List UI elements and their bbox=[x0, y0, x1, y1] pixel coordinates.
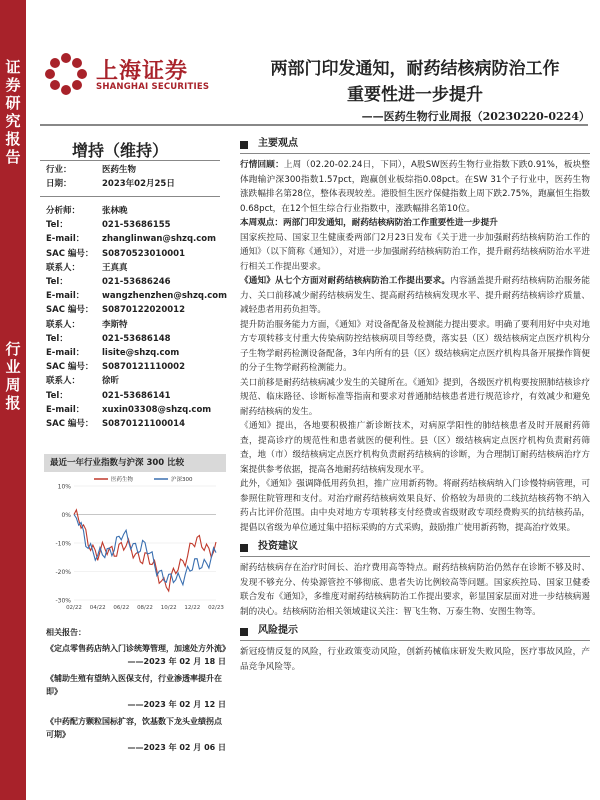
info-row bbox=[46, 164, 175, 178]
title-line-1: 两部门印发通知，耐药结核病防治工作 bbox=[270, 59, 560, 79]
related-date: ——2023 年 02 月 18 日 bbox=[127, 657, 226, 666]
rating: 增持（维持） bbox=[72, 141, 169, 160]
analyst-key: E-mail： bbox=[46, 291, 85, 302]
analyst-value[interactable]: lisite@shzq.com bbox=[102, 348, 180, 359]
analyst-key: E-mail： bbox=[46, 234, 85, 245]
analyst-row bbox=[46, 389, 227, 403]
title-divider bbox=[40, 124, 588, 126]
related-title: 《中药配方颗粒国标扩容，饮基数下龙头业绩拐点可期》 bbox=[46, 717, 222, 739]
paragraph-diagnosis: 《通知》提出，各地要积极推广新诊断技术，对病原学阳性的肺结核患者及时开展耐药筛查，提高诊疗的规范性和患者就医的便利性。县（区）级结核病定点医疗机构负责耐药筛查，地（市）级结核病定点医疗机构负责耐药结核病的诊断，为合理制订耐药结核病治疗方案提供参考依据，提高各地耐药结核病发现水平。 bbox=[240, 421, 590, 475]
analyst-value: 李斯特 bbox=[102, 319, 128, 330]
analyst-key: E-mail： bbox=[46, 348, 85, 359]
logo-mark-icon bbox=[42, 50, 90, 98]
analyst-key: 联系人： bbox=[46, 262, 81, 273]
para-text: 内容涵盖提升耐药结核病防治服务能力、关口前移减少耐药结核病发生、提高耐药结核病发现水平、提升耐药结核病诊疗质量、减轻患者用药负担等。 bbox=[240, 276, 590, 315]
related-date: ——2023 年 02 月 12 日 bbox=[127, 700, 226, 709]
analyst-row bbox=[46, 360, 227, 374]
sidebar-char: 证 bbox=[5, 58, 21, 76]
analyst-value: 张林晚 bbox=[102, 206, 128, 216]
analyst-key: Tel： bbox=[46, 333, 68, 344]
y-tick-label: -30% bbox=[55, 597, 71, 605]
paragraph-risk: 新冠疫情反复的风险，行业政策变动风险，创新药械临床研发失败风险，医疗事故风险，产品竞争风险等。 bbox=[240, 647, 590, 672]
analyst-key: Tel： bbox=[46, 220, 68, 231]
analyst-value: S0870121110002 bbox=[102, 362, 186, 373]
x-tick-label: 08/22 bbox=[137, 605, 153, 611]
company-logo bbox=[42, 50, 232, 100]
paragraph-review bbox=[240, 158, 590, 216]
chart-svg bbox=[44, 472, 226, 622]
x-tick-label: 02/22 bbox=[66, 605, 82, 611]
sidebar-char: 究 bbox=[5, 112, 21, 130]
paragraph-capability: 提升防治服务能力方面，《通知》对设备配备及检测能力提出要求。明确了要利用好中央对地方专项转移支付重大传染病防控结核病项目等经费，落实县（区）级结核病定点医疗机构分子生物学耐药检测设备配备，3年内所有的县（区）级结核病定点医疗机构具备开展操作简便的分子生物学耐药检测能力。 bbox=[240, 319, 590, 373]
analyst-value: 021-53686246 bbox=[102, 277, 171, 288]
related-title: 《辅助生殖有望纳入医保支付，行业渗透率提升在即》 bbox=[46, 674, 222, 696]
section-header-main bbox=[240, 136, 590, 154]
sidebar-char: 行 bbox=[5, 340, 21, 358]
analyst-row bbox=[46, 417, 227, 431]
analyst-row bbox=[46, 303, 227, 317]
square-bullet-icon bbox=[240, 141, 248, 149]
sidebar-char: 券 bbox=[5, 76, 21, 94]
sidebar-top-label bbox=[3, 58, 23, 166]
related-item[interactable] bbox=[46, 715, 226, 754]
analyst-row bbox=[46, 275, 227, 289]
analyst-key: 联系人： bbox=[46, 376, 81, 387]
analyst-row bbox=[46, 247, 227, 261]
related-item[interactable] bbox=[46, 642, 230, 668]
section-header-invest bbox=[240, 539, 590, 557]
legend-label: 医药生物 bbox=[111, 477, 134, 483]
analyst-row bbox=[46, 332, 227, 346]
analyst-value: 021-53686155 bbox=[102, 220, 171, 231]
x-tick-label: 02/23 bbox=[208, 605, 224, 611]
paragraph-drugs: 此外，《通知》强调降低用药负担，推广应用新药物。将耐药结核病纳入门诊慢特病管理，可参照住院管理和支付。对治疗耐药结核病效果良好、价格较为昂贵的二线抗结核药物不纳入药占比评价范围。由中央对地方专项转移支付经费或省级财政专项经费购买的抗结核药品，提倡以省级为单位通过集中招标采购的方式采购，鼓励推广使用新药物，提高治疗效果。 bbox=[240, 479, 590, 533]
analyst-value: S0870122020012 bbox=[102, 305, 186, 316]
analyst-value[interactable]: xuxin03308@shzq.com bbox=[102, 404, 212, 415]
analyst-key: Tel： bbox=[46, 277, 68, 288]
chart-title: 最近一年行业指数与沪深 300 比较 bbox=[44, 454, 226, 472]
analyst-key: 分析师： bbox=[46, 206, 81, 216]
para-lead: 《通知》从七个方面对耐药结核病防治工作提出要求。 bbox=[240, 276, 451, 286]
rating-divider bbox=[40, 160, 220, 161]
analyst-value: 021-53686148 bbox=[102, 333, 171, 344]
info-row bbox=[46, 178, 175, 192]
report-info bbox=[46, 164, 175, 191]
section-title: 主要观点 bbox=[258, 138, 298, 150]
analyst-row bbox=[46, 261, 227, 275]
related-reports bbox=[46, 626, 230, 758]
analyst-contacts bbox=[46, 204, 227, 431]
analyst-value: 徐昕 bbox=[102, 376, 120, 387]
analyst-value: S0870523010001 bbox=[102, 248, 186, 259]
analyst-key: SAC 编号： bbox=[46, 419, 94, 430]
analyst-value: 021-53686141 bbox=[102, 390, 171, 401]
report-subtitle: ——医药生物行业周报（20230220-0224） bbox=[361, 110, 590, 123]
analyst-row bbox=[46, 346, 227, 360]
paragraph-invest: 耐药结核病存在治疗时间长、治疗费用高等特点。耐药结核病防治仍然存在诊断不够及时、发现不够充分、传染源管控不够彻底、患者失访比例较高等问题。国家疾控局、国家卫健委联合发布《通知》，多维度对耐药结核病防治工作提出要求，彰显国家层面对进一步结核病遏制的决心。结核病防治相关领域建议关注：智飞生物、万泰生物、安图生物等。 bbox=[240, 563, 590, 617]
logo-text-cn: 上海证券 bbox=[96, 59, 189, 84]
analyst-row bbox=[46, 403, 227, 417]
section-title: 投资建议 bbox=[258, 541, 298, 553]
sidebar-char: 报 bbox=[5, 130, 21, 148]
square-bullet-icon bbox=[240, 628, 248, 636]
x-tick-label: 10/22 bbox=[160, 605, 177, 611]
analyst-value: 王真真 bbox=[102, 262, 128, 273]
info-key: 行业： bbox=[46, 165, 72, 175]
analyst-row bbox=[46, 204, 227, 218]
y-tick-label: -10% bbox=[55, 540, 71, 548]
para-text: 上周（02.20-02.24日，下同），A股SW医药生物行业指数下跌0.91%，板块整体跑输沪深300指数1.57pct，跑赢创业板综指0.08pct。在SW 31个子行业中，医药生物涨跌幅排名第28位，整体表现较差。港股恒生医疗保健指数上周下跌2.75%，跑赢恒生指数0.68pct，在12个恒生综合行业指数中，涨跌幅排名第10位。 bbox=[240, 160, 590, 214]
y-tick-label: 10% bbox=[57, 483, 71, 491]
sidebar-char: 业 bbox=[5, 358, 21, 376]
related-date: ——2023 年 02 月 06 日 bbox=[127, 743, 226, 752]
series-line-1 bbox=[74, 510, 216, 591]
paragraph-requirements bbox=[240, 274, 590, 318]
x-tick-label: 06/22 bbox=[113, 605, 130, 611]
analyst-key: SAC 编号： bbox=[46, 248, 94, 259]
paragraph-view-lead: 本周观点：两部门印发通知，耐药结核病防治工作重要性进一步提升 bbox=[240, 218, 498, 228]
legend-label: 沪深300 bbox=[171, 477, 193, 483]
analyst-key: Tel： bbox=[46, 390, 68, 401]
sidebar-char: 周 bbox=[5, 376, 21, 394]
analyst-key: SAC 编号： bbox=[46, 305, 94, 316]
info-key: 日期： bbox=[46, 178, 72, 189]
para-lead: 行情回顾： bbox=[240, 160, 284, 170]
x-tick-label: 04/22 bbox=[89, 605, 106, 611]
analyst-value: S0870121100014 bbox=[102, 419, 186, 430]
main-content bbox=[240, 136, 590, 674]
info-value: 医药生物 bbox=[102, 165, 137, 175]
analyst-value[interactable]: zhanglinwan@shzq.com bbox=[102, 234, 216, 245]
y-tick-label: -20% bbox=[55, 569, 71, 576]
analyst-row bbox=[46, 218, 227, 232]
analyst-key: SAC 编号： bbox=[46, 362, 94, 373]
index-comparison-chart bbox=[44, 454, 226, 622]
related-heading: 相关报告： bbox=[46, 628, 86, 637]
sidebar-char: 研 bbox=[5, 94, 21, 112]
logo-text-en: SHANGHAI SECURITIES bbox=[96, 82, 210, 92]
x-tick-label: 12/22 bbox=[184, 605, 201, 611]
analyst-row bbox=[46, 289, 227, 303]
analyst-value[interactable]: wangzhenzhen@shzq.com bbox=[102, 291, 227, 302]
sidebar-char: 告 bbox=[5, 148, 21, 166]
info-value: 2023年02月25日 bbox=[102, 178, 175, 189]
section-header-risk bbox=[240, 623, 590, 641]
analyst-row bbox=[46, 318, 227, 332]
analyst-row bbox=[46, 374, 227, 388]
analyst-key: E-mail： bbox=[46, 404, 85, 415]
section-title: 风险提示 bbox=[258, 625, 298, 637]
paragraph-prevention: 关口前移是耐药结核病减少发生的关键所在。《通知》提到，各级医疗机构要按照肺结核诊疗规范、临床路径、诊断标准等指南和要求对普通肺结核患者进行规范诊疗，有效减少和避免耐药结核病的发生。 bbox=[240, 377, 590, 417]
title-line-2: 重要性进一步提升 bbox=[347, 85, 483, 105]
analyst-row bbox=[46, 232, 227, 246]
related-title: 《定点零售药店纳入门诊统筹管理，加速处方外流》 bbox=[46, 644, 230, 653]
report-title bbox=[240, 56, 590, 108]
related-item[interactable] bbox=[46, 672, 226, 711]
info-divider bbox=[40, 196, 220, 197]
sidebar-band bbox=[0, 0, 26, 800]
square-bullet-icon bbox=[240, 544, 248, 552]
paragraph-view: 国家疾控局、国家卫生健康委两部门2月23日发布《关于进一步加强耐药结核病防治工作的通知》（以下简称《通知》），对进一步加强耐药结核病防治工作，提升耐药结核病防治水平进行相关工作提出要求。 bbox=[240, 232, 590, 272]
y-tick-label: 0% bbox=[61, 512, 71, 519]
analyst-key: 联系人： bbox=[46, 319, 81, 330]
sidebar-char: 报 bbox=[5, 394, 21, 412]
sidebar-mid-label bbox=[3, 340, 23, 412]
